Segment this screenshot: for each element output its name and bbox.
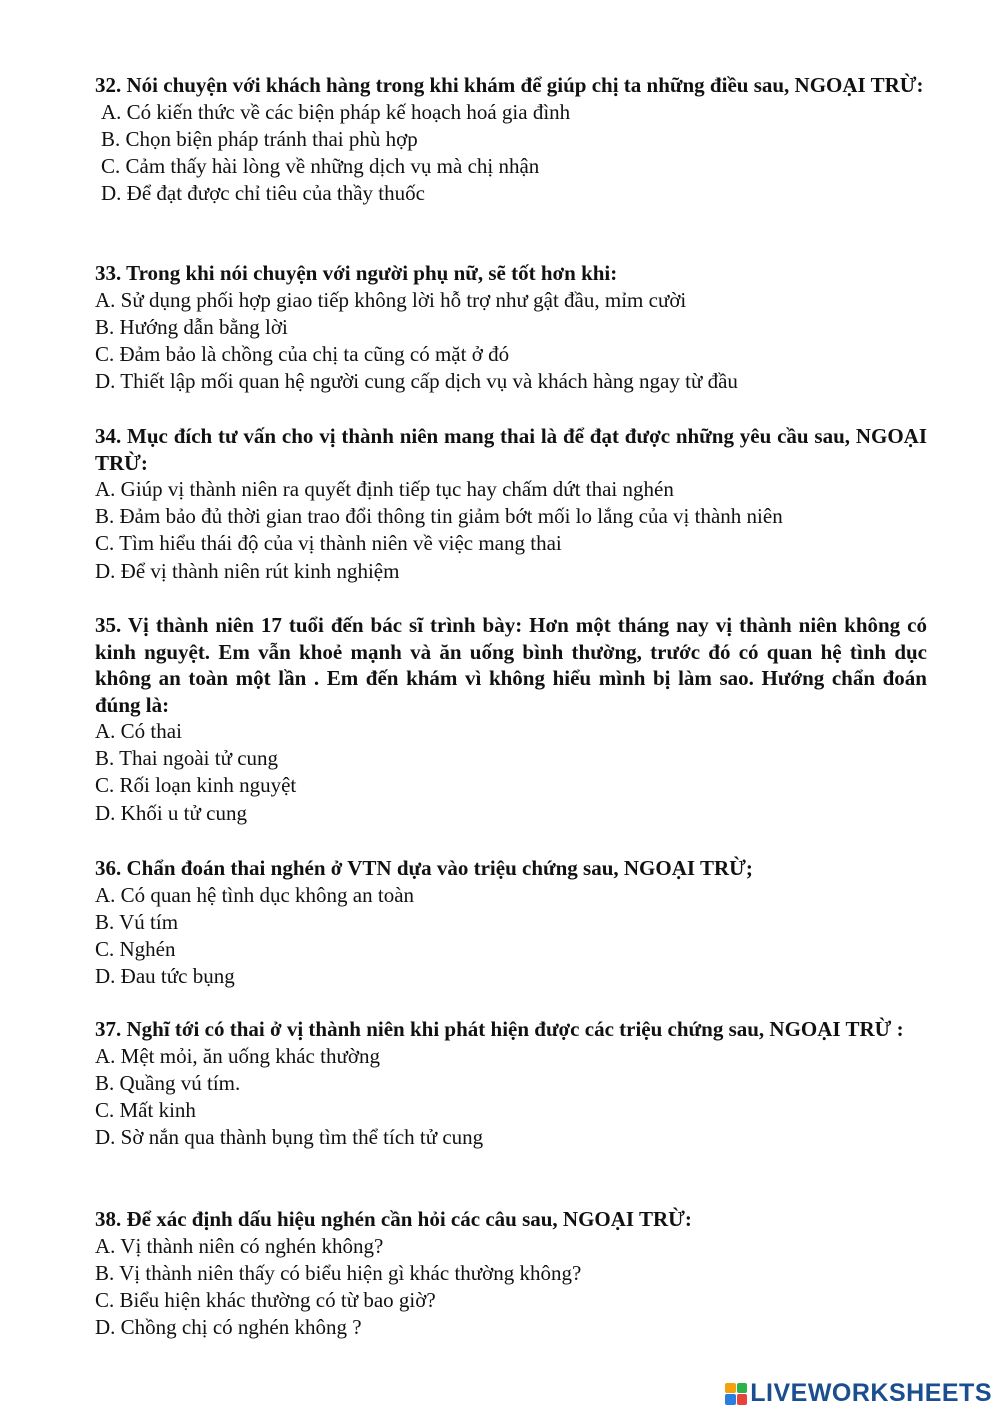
answer-option-c: C. Nghén: [95, 936, 176, 961]
answer-option-d: D. Để vị thành niên rút kinh nghiệm: [95, 558, 400, 583]
question-35: [95, 612, 927, 827]
answer-option-a: A. Có thai: [95, 719, 182, 743]
answer-option-b: B. Thai ngoài tử cung: [95, 746, 279, 771]
answer-option-c: C. Tìm hiểu thái độ của vị thành niên về việc mang thai: [95, 531, 562, 556]
answer-option-c: C. Cảm thấy hài lòng về những dịch vụ mà chị nhận: [101, 153, 540, 178]
answer-option-c: C. Biểu hiện khác thường có từ bao giờ?: [95, 1287, 436, 1312]
liveworksheets-logo-icon: [725, 1383, 747, 1405]
answer-option-a: A. Có kiến thức về các biện pháp kế hoạch hoá gia đình: [101, 99, 571, 124]
question-33-title: 33. Trong khi nói chuyện với người phụ nữ, sẽ tốt hơn khi:: [95, 261, 618, 285]
question-35-answers: [95, 718, 927, 827]
watermark-text: LIVEWORKSHEETS: [750, 1379, 992, 1407]
question-38-answers: [95, 1233, 927, 1342]
answer-option-d: D. Khối u tử cung: [95, 800, 247, 825]
question-34-title: 34. Mục đích tư vấn cho vị thành niên mang thai là để đạt được những yêu cầu sau, NGOẠI TRỪ:: [95, 424, 927, 475]
answer-option-d: D. Sờ nắn qua thành bụng tìm thể tích tử cung: [95, 1125, 484, 1150]
question-38-title: 38. Để xác định dấu hiệu nghén cần hỏi các câu sau, NGOẠI TRỪ:: [95, 1207, 692, 1231]
question-37: [95, 1016, 927, 1151]
question-37-answers: [95, 1043, 927, 1152]
question-33-answers: [95, 287, 927, 396]
answer-option-c: C. Mất kinh: [95, 1097, 196, 1122]
question-36-title: 36. Chẩn đoán thai nghén ở VTN dựa vào triệu chứng sau, NGOẠI TRỪ;: [95, 856, 753, 880]
answer-option-b: B. Chọn biện pháp tránh thai phù hợp: [101, 126, 418, 151]
answer-option-b: B. Vị thành niên thấy có biểu hiện gì khác thường không?: [95, 1260, 582, 1285]
answer-option-d: D. Để đạt được chỉ tiêu của thầy thuốc: [101, 181, 425, 206]
answer-option-d: D. Đau tức bụng: [95, 964, 235, 989]
answer-option-b: B. Quầng vú tím.: [95, 1070, 241, 1095]
answer-option-d: D. Chồng chị có nghén không ?: [95, 1315, 362, 1340]
answer-option-a: A. Có quan hệ tình dục không an toàn: [95, 882, 415, 907]
question-38: [95, 1206, 927, 1341]
liveworksheets-watermark: [725, 1379, 992, 1408]
question-36: [95, 855, 927, 990]
answer-option-b: B. Hướng dẫn bằng lời: [95, 314, 288, 339]
question-37-title: 37. Nghĩ tới có thai ở vị thành niên khi phát hiện được các triệu chứng sau, NGOẠI TRỪ :: [95, 1017, 904, 1041]
question-35-title: 35. Vị thành niên 17 tuổi đến bác sĩ trình bày: Hơn một tháng nay vị thành niên không có kinh nguyệt. Em vẫn khoẻ mạnh và ăn uống bình thường, trước đó có quan hệ tình dục không an toàn một lần . Em đến khám vì không hiểu mình bị làm sao. Hướng chẩn đoán đúng là:: [95, 613, 927, 717]
question-32-title: 32. Nói chuyện với khách hàng trong khi khám để giúp chị ta những điều sau, NGOẠI TRỪ:: [95, 73, 924, 97]
answer-option-d: D. Thiết lập mối quan hệ người cung cấp dịch vụ và khách hàng ngay từ đầu: [95, 369, 738, 394]
question-34: [95, 423, 927, 585]
question-33: [95, 260, 927, 395]
answer-option-c: C. Đảm bảo là chồng của chị ta cũng có mặt ở đó: [95, 341, 510, 366]
question-32: [95, 72, 927, 207]
answer-option-a: A. Vị thành niên có nghén không?: [95, 1233, 384, 1258]
answer-option-b: B. Đảm bảo đủ thời gian trao đổi thông tin giảm bớt mối lo lắng của vị thành niên: [95, 504, 783, 529]
answer-option-c: C. Rối loạn kinh nguyệt: [95, 773, 297, 798]
question-32-answers: [95, 99, 927, 208]
question-36-answers: [95, 882, 927, 991]
answer-option-a: A. Sử dụng phối hợp giao tiếp không lời hỗ trợ như gật đầu, mỉm cười: [95, 287, 687, 312]
answer-option-a: A. Giúp vị thành niên ra quyết định tiếp tục hay chấm dứt thai nghén: [95, 477, 674, 501]
answer-option-b: B. Vú tím: [95, 909, 179, 934]
answer-option-a: A. Mệt mỏi, ăn uống khác thường: [95, 1043, 380, 1068]
question-34-answers: [95, 476, 927, 585]
